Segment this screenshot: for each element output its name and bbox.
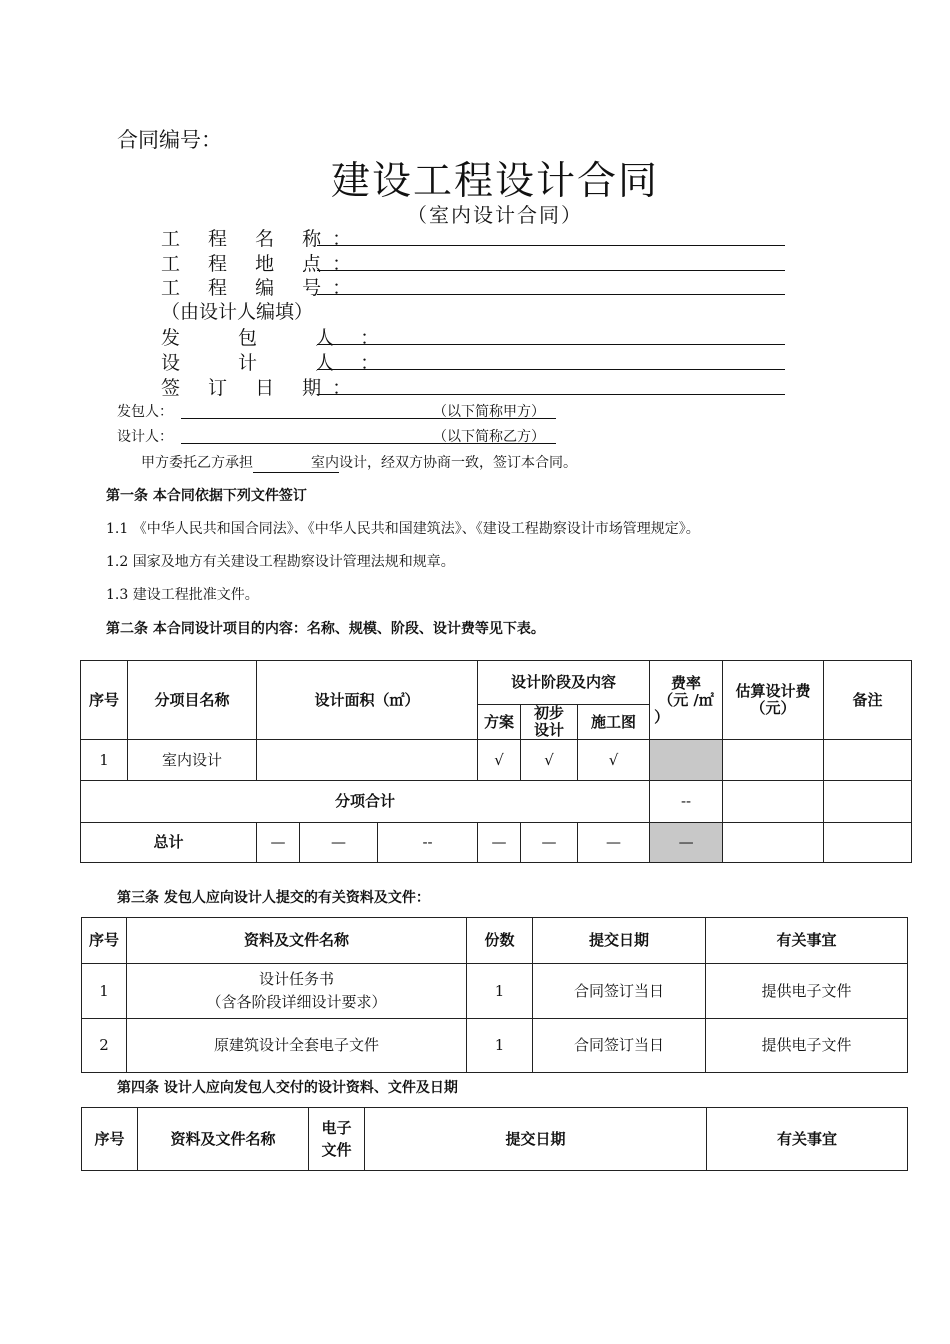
total-rate: — bbox=[650, 823, 723, 863]
row-fee[interactable] bbox=[723, 740, 824, 781]
sign-date-field[interactable] bbox=[317, 394, 785, 395]
header-remark: 备注 bbox=[824, 661, 912, 740]
table-row bbox=[82, 1019, 908, 1073]
total-cell: — bbox=[257, 823, 300, 863]
entrust-scope: 室内 bbox=[253, 452, 339, 473]
row-document-name: 原建筑设计全套电子文件 bbox=[127, 1019, 467, 1073]
header-matters: 有关事宜 bbox=[706, 918, 908, 964]
row-submit-date: 合同签订当日 bbox=[533, 1019, 706, 1073]
header-scheme: 方案 bbox=[478, 705, 521, 740]
header-rate-line3: ） bbox=[654, 707, 670, 726]
row-copies: 1 bbox=[467, 964, 533, 1019]
header-stage: 设计阶段及内容 bbox=[478, 661, 650, 705]
party-designer-row bbox=[117, 426, 567, 446]
header-submit-date: 提交日期 bbox=[533, 918, 706, 964]
total-label: 总计 bbox=[81, 823, 257, 863]
table-header-row bbox=[82, 1108, 908, 1171]
table-header-row bbox=[81, 661, 912, 705]
header-no: 序号 bbox=[82, 918, 127, 964]
document-subtitle: （室内设计合同） bbox=[407, 203, 583, 227]
project-name-label: 工 程 名 称： bbox=[161, 228, 363, 250]
article1-item: 1.2 国家及地方有关建设工程勘察设计管理法规和规章。 bbox=[106, 554, 455, 570]
total-cell: — bbox=[478, 823, 521, 863]
row-prelim-check: √ bbox=[521, 740, 578, 781]
row-remark[interactable] bbox=[824, 740, 912, 781]
header-no: 序号 bbox=[81, 661, 128, 740]
filled-by-designer-note: （由设计人编填） bbox=[161, 301, 314, 323]
header-no: 序号 bbox=[82, 1108, 138, 1171]
entrust-sentence bbox=[141, 452, 577, 473]
designer-field[interactable] bbox=[317, 369, 785, 370]
row-construction-check: √ bbox=[578, 740, 650, 781]
header-electronic-file-line2: 文件 bbox=[321, 1141, 352, 1159]
party-client-label: 发包人： bbox=[117, 404, 173, 420]
row-no: 1 bbox=[82, 964, 127, 1019]
article2-title: 第二条 本合同设计项目的内容：名称、规模、阶段、设计费等见下表。 bbox=[106, 621, 545, 637]
party-designer-label: 设计人： bbox=[117, 429, 173, 445]
article1-title: 第一条 本合同依据下列文件签订 bbox=[106, 488, 307, 504]
document-title: 建设工程设计合同 bbox=[330, 159, 659, 204]
row-scheme-check: √ bbox=[478, 740, 521, 781]
row-document-name-line1: 设计任务书 bbox=[258, 970, 334, 988]
row-no: 2 bbox=[82, 1019, 127, 1073]
header-fee-line1: 估算设计费 bbox=[735, 682, 811, 700]
header-prelim-line1: 初步 bbox=[534, 704, 565, 722]
row-document-name-line2: （含各阶段详细设计要求） bbox=[206, 993, 387, 1011]
header-rate-line1: 费率 bbox=[671, 673, 702, 692]
header-construction: 施工图 bbox=[578, 705, 650, 740]
row-submit-date: 合同签订当日 bbox=[533, 964, 706, 1019]
total-row bbox=[81, 823, 912, 863]
header-document-name: 资料及文件名称 bbox=[127, 918, 467, 964]
header-document-name: 资料及文件名称 bbox=[138, 1108, 309, 1171]
header-submit-date: 提交日期 bbox=[365, 1108, 707, 1171]
total-cell: — bbox=[300, 823, 378, 863]
project-number-label: 工 程 编 号： bbox=[161, 277, 363, 299]
row-item-name: 室内设计 bbox=[128, 740, 257, 781]
article1-item: 1.1 《中华人民共和国合同法》、《中华人民共和国建筑法》、《建设工程勘察设计市场管理规定》。 bbox=[106, 521, 700, 537]
project-number-field[interactable] bbox=[317, 294, 785, 295]
sign-date-label: 签 订 日 期： bbox=[161, 377, 363, 399]
header-fee bbox=[723, 661, 824, 740]
total-cell: — bbox=[578, 823, 650, 863]
designer-deliverables-table bbox=[81, 1107, 908, 1171]
header-rate-line2: （元 /㎡ bbox=[658, 690, 714, 709]
row-copies: 1 bbox=[467, 1019, 533, 1073]
entrust-suffix: 设计，经双方协商一致，签订本合同。 bbox=[339, 455, 577, 471]
party-client-row bbox=[117, 401, 567, 421]
designer-label: 设 计 人： bbox=[161, 352, 406, 374]
project-location-label: 工 程 地 点： bbox=[161, 253, 363, 275]
table-row bbox=[82, 964, 908, 1019]
article1-item: 1.3 建设工程批准文件。 bbox=[106, 587, 259, 603]
total-fee[interactable] bbox=[723, 823, 824, 863]
header-rate bbox=[650, 661, 723, 740]
client-field[interactable] bbox=[317, 344, 785, 345]
subtotal-label: 分项合计 bbox=[81, 781, 650, 823]
header-fee-line2: （元） bbox=[750, 699, 796, 717]
subtotal-rate: -- bbox=[650, 781, 723, 823]
row-matters: 提供电子文件 bbox=[706, 1019, 908, 1073]
row-no: 1 bbox=[81, 740, 128, 781]
table-header-row bbox=[82, 918, 908, 964]
row-document-name bbox=[127, 964, 467, 1019]
total-cell: — bbox=[521, 823, 578, 863]
row-rate bbox=[650, 740, 723, 781]
article4-title: 第四条 设计人应向发包人交付的设计资料、文件及日期 bbox=[117, 1080, 458, 1096]
contract-number-label: 合同编号： bbox=[117, 128, 222, 152]
article3-title: 第三条 发包人应向设计人提交的有关资料及文件： bbox=[117, 890, 430, 906]
header-electronic-file bbox=[309, 1108, 365, 1171]
client-label: 发 包 人： bbox=[161, 327, 406, 349]
row-area[interactable] bbox=[257, 740, 478, 781]
entrust-prefix: 甲方委托乙方承担 bbox=[141, 455, 253, 471]
project-name-field[interactable] bbox=[317, 245, 785, 246]
total-remark[interactable] bbox=[824, 823, 912, 863]
header-copies: 份数 bbox=[467, 918, 533, 964]
subtotal-row bbox=[81, 781, 912, 823]
project-location-field[interactable] bbox=[317, 270, 785, 271]
header-electronic-file-line1: 电子 bbox=[321, 1119, 352, 1137]
party-designer-note: （以下简称乙方） bbox=[433, 429, 545, 445]
header-area: 设计面积（㎡） bbox=[257, 661, 478, 740]
header-item-name: 分项目名称 bbox=[128, 661, 257, 740]
subtotal-remark[interactable] bbox=[824, 781, 912, 823]
header-matters: 有关事宜 bbox=[707, 1108, 908, 1171]
client-documents-table bbox=[81, 917, 908, 1073]
header-prelim bbox=[521, 705, 578, 740]
subtotal-fee[interactable] bbox=[723, 781, 824, 823]
table-row bbox=[81, 740, 912, 781]
header-prelim-line2: 设计 bbox=[534, 721, 565, 739]
row-matters: 提供电子文件 bbox=[706, 964, 908, 1019]
party-client-note: （以下简称甲方） bbox=[433, 404, 545, 420]
total-cell: -- bbox=[378, 823, 478, 863]
design-items-table bbox=[80, 660, 912, 863]
